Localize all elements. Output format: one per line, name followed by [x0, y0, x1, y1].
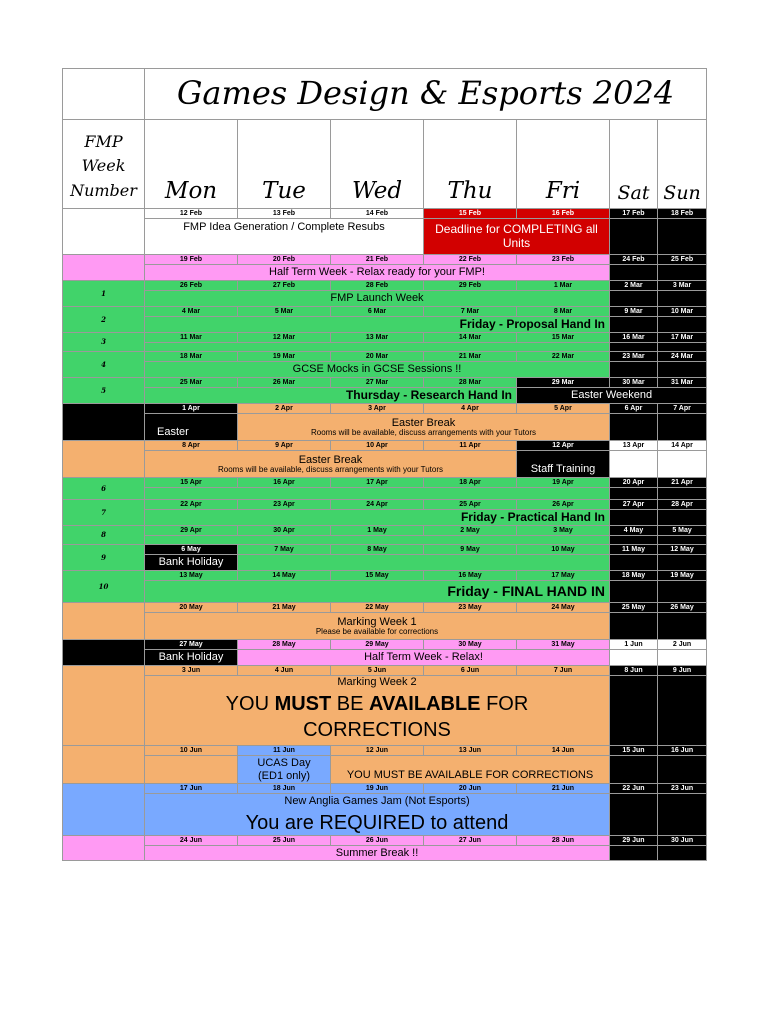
date-cell: 10 Apr — [331, 441, 424, 451]
date-cell: 3 Apr — [331, 404, 424, 414]
weekend-cell — [658, 555, 707, 571]
weekend-cell — [658, 536, 707, 545]
week-number: 7 — [63, 500, 145, 526]
date-cell: 16 Feb — [517, 209, 610, 219]
weekend-cell — [658, 265, 707, 281]
weekend-cell — [610, 613, 658, 640]
date-cell: 21 Feb — [331, 255, 424, 265]
date-cell: 29 Feb — [424, 281, 517, 291]
date-cell: 2 Apr — [238, 404, 331, 414]
date-cell: 15 May — [331, 571, 424, 581]
date-cell: 29 Mar — [517, 378, 610, 388]
day-header-sun: Sun — [658, 120, 707, 209]
summer-break-note: Summer Break !! — [145, 846, 610, 861]
weekend-cell — [610, 291, 658, 307]
date-cell: 29 Apr — [145, 526, 238, 536]
date-cell: 14 May — [238, 571, 331, 581]
weekend-cell — [658, 676, 707, 746]
date-cell: 3 Jun — [145, 666, 238, 676]
week-number-cell — [63, 441, 145, 478]
easter-weekend-note: Easter Weekend — [517, 388, 707, 404]
weekend-cell — [658, 291, 707, 307]
easter-break-note: Easter Break Rooms will be available, discuss arrangements with your Tutors — [238, 414, 610, 441]
empty-note — [145, 488, 610, 500]
date-cell: 5 Jun — [331, 666, 424, 676]
weekend-cell — [610, 650, 658, 666]
must-be-available-note: YOU MUST BE AVAILABLE FOR CORRECTIONS — [331, 756, 610, 784]
date-cell: 4 Apr — [424, 404, 517, 414]
fmp-week-number-header: FMP Week Number — [63, 120, 145, 209]
day-header-sat: Sat — [610, 120, 658, 209]
weekend-cell — [658, 846, 707, 861]
games-jam-note: New Anglia Games Jam (Not Esports) You are REQUIRED to attend — [145, 794, 610, 836]
date-cell: 8 Jun — [610, 666, 658, 676]
date-cell: 10 Mar — [658, 307, 707, 317]
date-cell: 24 Apr — [331, 500, 424, 510]
weekend-cell — [658, 510, 707, 526]
date-cell: 27 Apr — [610, 500, 658, 510]
date-cell: 11 May — [610, 545, 658, 555]
date-cell: 27 Mar — [331, 378, 424, 388]
date-cell: 6 May — [145, 545, 238, 555]
date-cell: 12 Apr — [517, 441, 610, 451]
week-number: 8 — [63, 526, 145, 545]
date-cell: 4 Jun — [238, 666, 331, 676]
date-cell: 12 Mar — [238, 333, 331, 343]
weekend-cell — [610, 343, 658, 352]
deadline-note: Deadline for COMPLETING all Units — [424, 219, 610, 255]
date-cell: 12 May — [658, 545, 707, 555]
weekend-cell — [658, 219, 707, 255]
staff-training-note: Staff Training — [517, 451, 610, 478]
date-cell: 13 Jun — [424, 746, 517, 756]
date-cell: 4 May — [610, 526, 658, 536]
date-cell: 28 Mar — [424, 378, 517, 388]
date-cell: 1 Jun — [610, 640, 658, 650]
date-cell: 15 Jun — [610, 746, 658, 756]
weekend-cell — [658, 794, 707, 836]
weekend-cell — [610, 510, 658, 526]
date-cell: 9 Apr — [238, 441, 331, 451]
easter-break-note: Easter Break Rooms will be available, discuss arrangements with your Tutors — [145, 451, 517, 478]
date-cell: 20 May — [145, 603, 238, 613]
date-cell: 17 Apr — [331, 478, 424, 488]
week-number-cell — [63, 836, 145, 861]
date-cell: 14 Apr — [658, 441, 707, 451]
fmp-launch-note: FMP Launch Week — [145, 291, 610, 307]
date-cell: 20 Jun — [424, 784, 517, 794]
date-cell: 9 Mar — [610, 307, 658, 317]
date-cell: 29 May — [331, 640, 424, 650]
date-cell: 24 Mar — [658, 352, 707, 362]
date-cell: 21 Apr — [658, 478, 707, 488]
week-number-cell — [63, 640, 145, 666]
date-cell: 1 Apr — [145, 404, 238, 414]
date-cell: 26 Mar — [238, 378, 331, 388]
week-number: 10 — [63, 571, 145, 603]
date-cell: 23 Apr — [238, 500, 331, 510]
date-cell: 22 Mar — [517, 352, 610, 362]
weekend-cell — [610, 555, 658, 571]
weekend-cell — [658, 317, 707, 333]
date-cell: 23 Jun — [658, 784, 707, 794]
date-cell: 6 Jun — [424, 666, 517, 676]
date-cell: 25 Apr — [424, 500, 517, 510]
date-cell: 5 Mar — [238, 307, 331, 317]
date-cell: 22 Apr — [145, 500, 238, 510]
date-cell: 2 Mar — [610, 281, 658, 291]
date-cell: 13 May — [145, 571, 238, 581]
day-header-tue: Tue — [238, 120, 331, 209]
idea-generation-note: FMP Idea Generation / Complete Resubs — [145, 219, 424, 255]
date-cell: 8 Apr — [145, 441, 238, 451]
date-cell: 25 Mar — [145, 378, 238, 388]
date-cell: 28 Apr — [658, 500, 707, 510]
weekend-cell — [658, 343, 707, 352]
page-title: Games Design & Esports 2024 — [145, 69, 707, 120]
week-number-cell — [63, 784, 145, 836]
corner-cell — [63, 69, 145, 120]
date-cell: 19 Feb — [145, 255, 238, 265]
date-cell: 24 Jun — [145, 836, 238, 846]
date-cell: 30 Mar — [610, 378, 658, 388]
date-cell: 12 Feb — [145, 209, 238, 219]
weekend-cell — [658, 488, 707, 500]
week-number-cell — [63, 404, 145, 441]
half-term-note: Half Term Week - Relax ready for your FMP! — [145, 265, 610, 281]
date-cell: 13 Apr — [610, 441, 658, 451]
calendar-table — [62, 68, 707, 861]
weekend-cell — [610, 676, 658, 746]
weekend-cell — [658, 613, 707, 640]
date-cell: 21 Mar — [424, 352, 517, 362]
date-cell: 17 Jun — [145, 784, 238, 794]
date-cell: 7 Jun — [517, 666, 610, 676]
date-cell: 21 May — [238, 603, 331, 613]
gcse-mocks-note: GCSE Mocks in GCSE Sessions !! — [145, 362, 610, 378]
bank-holiday-note: Bank Holiday — [145, 650, 238, 666]
date-cell: 2 May — [424, 526, 517, 536]
weekend-cell — [610, 414, 658, 441]
date-cell: 17 Mar — [658, 333, 707, 343]
weekend-cell — [610, 846, 658, 861]
date-cell: 1 May — [331, 526, 424, 536]
date-cell: 14 Feb — [331, 209, 424, 219]
date-cell: 10 Jun — [145, 746, 238, 756]
date-cell: 24 May — [517, 603, 610, 613]
date-cell: 20 Apr — [610, 478, 658, 488]
date-cell: 27 Jun — [424, 836, 517, 846]
date-cell: 22 Jun — [610, 784, 658, 794]
date-cell: 18 Jun — [238, 784, 331, 794]
date-cell: 27 Feb — [238, 281, 331, 291]
date-cell: 28 Feb — [331, 281, 424, 291]
weekend-cell — [658, 451, 707, 478]
weekend-cell — [610, 488, 658, 500]
date-cell: 27 May — [145, 640, 238, 650]
date-cell: 22 Feb — [424, 255, 517, 265]
date-cell: 30 Apr — [238, 526, 331, 536]
date-cell: 30 Jun — [658, 836, 707, 846]
date-cell: 19 Mar — [238, 352, 331, 362]
empty-note — [145, 756, 238, 784]
day-header-thu: Thu — [424, 120, 517, 209]
date-cell: 3 May — [517, 526, 610, 536]
date-cell: 15 Mar — [517, 333, 610, 343]
date-cell: 7 Mar — [424, 307, 517, 317]
date-cell: 20 Feb — [238, 255, 331, 265]
date-cell: 17 May — [517, 571, 610, 581]
weekend-cell — [610, 536, 658, 545]
weekend-cell — [610, 219, 658, 255]
weekend-cell — [610, 581, 658, 603]
week-number-cell — [63, 746, 145, 784]
date-cell: 6 Mar — [331, 307, 424, 317]
ucas-day-note: UCAS Day (ED1 only) — [238, 756, 331, 784]
date-cell: 18 Apr — [424, 478, 517, 488]
date-cell: 28 Jun — [517, 836, 610, 846]
date-cell: 19 Jun — [331, 784, 424, 794]
date-cell: 23 May — [424, 603, 517, 613]
date-cell: 15 Apr — [145, 478, 238, 488]
week-number: 2 — [63, 307, 145, 333]
date-cell: 24 Feb — [610, 255, 658, 265]
weekend-cell — [610, 362, 658, 378]
easter-note: Easter — [145, 414, 238, 441]
weekend-cell — [610, 265, 658, 281]
date-cell: 19 May — [658, 571, 707, 581]
date-cell: 19 Apr — [517, 478, 610, 488]
empty-note — [145, 536, 610, 545]
date-cell: 29 Jun — [610, 836, 658, 846]
date-cell: 1 Mar — [517, 281, 610, 291]
date-cell: 14 Jun — [517, 746, 610, 756]
date-cell: 25 Jun — [238, 836, 331, 846]
date-cell: 23 Mar — [610, 352, 658, 362]
date-cell: 3 Mar — [658, 281, 707, 291]
research-hand-in-note: Thursday - Research Hand In — [145, 388, 517, 404]
proposal-hand-in-note: Friday - Proposal Hand In — [145, 317, 610, 333]
date-cell: 13 Feb — [238, 209, 331, 219]
date-cell: 11 Mar — [145, 333, 238, 343]
empty-note — [145, 343, 610, 352]
week-number-cell — [63, 603, 145, 640]
date-cell: 4 Mar — [145, 307, 238, 317]
must-be-available-banner: YOU MUST BE AVAILABLE FOR — [225, 693, 529, 716]
date-cell: 25 Feb — [658, 255, 707, 265]
date-cell: 7 Apr — [658, 404, 707, 414]
date-cell: 16 May — [424, 571, 517, 581]
week-number: 9 — [63, 545, 145, 571]
date-cell: 15 Feb — [424, 209, 517, 219]
weekend-cell — [610, 317, 658, 333]
week-number: 5 — [63, 378, 145, 404]
date-cell: 17 Feb — [610, 209, 658, 219]
date-cell: 18 May — [610, 571, 658, 581]
date-cell: 31 May — [517, 640, 610, 650]
date-cell: 16 Apr — [238, 478, 331, 488]
date-cell: 10 May — [517, 545, 610, 555]
date-cell: 18 Mar — [145, 352, 238, 362]
week-number-cell — [63, 666, 145, 746]
bank-holiday-note: Bank Holiday — [145, 555, 238, 571]
date-cell: 5 May — [658, 526, 707, 536]
date-cell: 18 Feb — [658, 209, 707, 219]
date-cell: 14 Mar — [424, 333, 517, 343]
week-number: 6 — [63, 478, 145, 500]
date-cell: 9 Jun — [658, 666, 707, 676]
date-cell: 7 May — [238, 545, 331, 555]
date-cell: 20 Mar — [331, 352, 424, 362]
date-cell: 30 May — [424, 640, 517, 650]
marking-week-2-note: Marking Week 2 YOU MUST BE AVAILABLE FOR CORRECTIONS — [145, 676, 610, 746]
day-header-fri: Fri — [517, 120, 610, 209]
date-cell: 12 Jun — [331, 746, 424, 756]
date-cell: 11 Apr — [424, 441, 517, 451]
weekend-cell — [610, 756, 658, 784]
weekend-cell — [658, 362, 707, 378]
empty-note — [238, 555, 610, 571]
week-number-cell — [63, 255, 145, 281]
half-term-note: Half Term Week - Relax! — [238, 650, 610, 666]
week-number-cell — [63, 209, 145, 255]
date-cell: 22 May — [331, 603, 424, 613]
date-cell: 26 May — [658, 603, 707, 613]
date-cell: 13 Mar — [331, 333, 424, 343]
weekend-cell — [610, 451, 658, 478]
weekend-cell — [658, 756, 707, 784]
date-cell: 8 May — [331, 545, 424, 555]
weekend-cell — [658, 650, 707, 666]
weekend-cell — [610, 794, 658, 836]
date-cell: 26 Apr — [517, 500, 610, 510]
marking-week-1-note: Marking Week 1 Please be available for corrections — [145, 613, 610, 640]
day-header-wed: Wed — [331, 120, 424, 209]
week-number: 3 — [63, 333, 145, 352]
date-row — [63, 209, 707, 219]
date-cell: 2 Jun — [658, 640, 707, 650]
date-cell: 26 Feb — [145, 281, 238, 291]
date-cell: 28 May — [238, 640, 331, 650]
weekend-cell — [658, 581, 707, 603]
date-cell: 5 Apr — [517, 404, 610, 414]
note-row — [63, 219, 707, 255]
date-cell: 16 Jun — [658, 746, 707, 756]
week-number: 4 — [63, 352, 145, 378]
day-header-mon: Mon — [145, 120, 238, 209]
date-cell: 11 Jun — [238, 746, 331, 756]
date-cell: 23 Feb — [517, 255, 610, 265]
date-cell: 16 Mar — [610, 333, 658, 343]
date-cell: 9 May — [424, 545, 517, 555]
weekend-cell — [658, 414, 707, 441]
final-hand-in-note: Friday - FINAL HAND IN — [145, 581, 610, 603]
date-cell: 25 May — [610, 603, 658, 613]
week-number: 1 — [63, 281, 145, 307]
date-cell: 6 Apr — [610, 404, 658, 414]
practical-hand-in-note: Friday - Practical Hand In — [145, 510, 610, 526]
date-cell: 31 Mar — [658, 378, 707, 388]
date-cell: 8 Mar — [517, 307, 610, 317]
date-cell: 26 Jun — [331, 836, 424, 846]
date-cell: 21 Jun — [517, 784, 610, 794]
